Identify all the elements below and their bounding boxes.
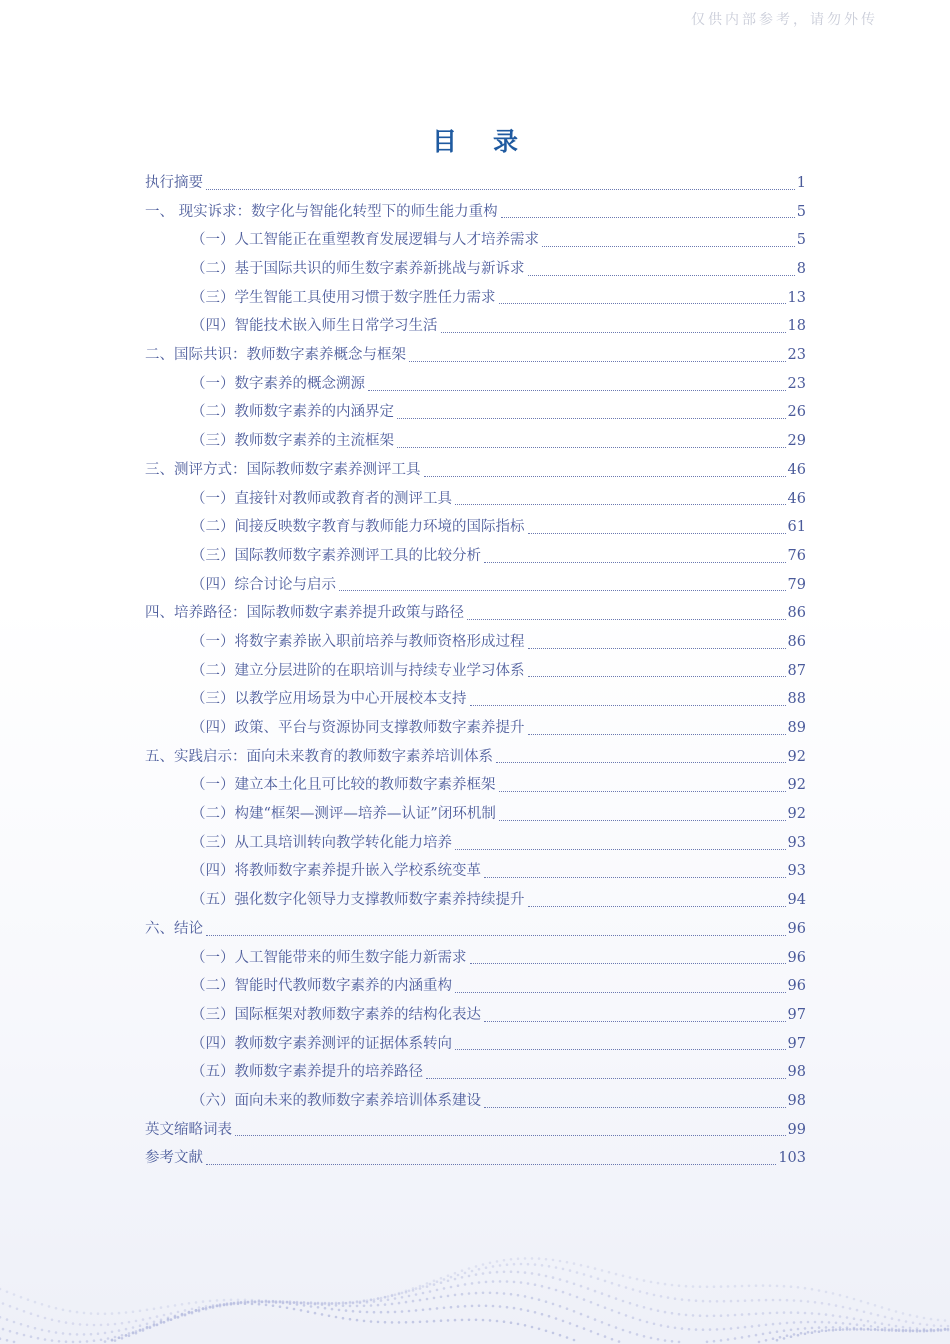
toc-entry[interactable] xyxy=(145,829,806,858)
toc-entry[interactable] xyxy=(145,714,806,743)
toc-entry-title: （一）建立本土化且可比较的教师数字素养框架 xyxy=(191,777,496,794)
toc-entry-title: （五）强化数字化领导力支撑教师数字素养持续提升 xyxy=(191,892,525,909)
toc-entry-title: （四）政策、平台与资源协同支撑教师数字素养提升 xyxy=(191,720,525,737)
toc-entry-page: 87 xyxy=(787,662,806,679)
toc-leader-dots xyxy=(484,1020,786,1022)
toc-leader-dots xyxy=(455,991,786,993)
toc-entry-page: 13 xyxy=(787,289,806,306)
toc-entry-page: 26 xyxy=(787,404,806,421)
toc-entry[interactable] xyxy=(145,255,806,284)
toc-leader-dots xyxy=(441,331,786,333)
toc-entry-page: 98 xyxy=(787,1092,806,1109)
toc-entry-title: （二）构建“框架—测评—培养—认证”闭环机制 xyxy=(191,806,496,823)
toc-entry-title: 一、 现实诉求：数字化与智能化转型下的师生能力重构 xyxy=(145,203,498,220)
toc-leader-dots xyxy=(424,475,786,477)
toc-entry-page: 1 xyxy=(796,174,806,191)
toc-entry[interactable] xyxy=(145,628,806,657)
toc-entry[interactable] xyxy=(145,571,806,600)
toc-leader-dots xyxy=(467,618,786,620)
toc-leader-dots xyxy=(499,302,786,304)
toc-entry-title: （二）建立分层进阶的在职培训与持续专业学习体系 xyxy=(191,662,525,679)
toc-entry[interactable] xyxy=(145,1087,806,1116)
toc-leader-dots xyxy=(528,905,786,907)
toc-entry-page: 98 xyxy=(787,1064,806,1081)
toc-entry-title: （一）直接针对教师或教育者的测评工具 xyxy=(191,490,452,507)
toc-leader-dots xyxy=(499,819,786,821)
toc-entry-page: 46 xyxy=(787,490,806,507)
toc-entry-page: 46 xyxy=(787,461,806,478)
toc-leader-dots xyxy=(206,934,786,936)
toc-entry[interactable] xyxy=(145,427,806,456)
toc-entry-title: （四）将教师数字素养提升嵌入学校系统变革 xyxy=(191,863,481,880)
toc-leader-dots xyxy=(484,1106,786,1108)
toc-entry[interactable] xyxy=(145,198,806,227)
toc-entry-title: （二）基于国际共识的师生数字素养新挑战与新诉求 xyxy=(191,261,525,278)
toc-entry[interactable] xyxy=(145,169,806,198)
toc-entry-page: 89 xyxy=(787,720,806,737)
toc-entry-page: 92 xyxy=(787,748,806,765)
toc-leader-dots xyxy=(499,790,786,792)
toc-leader-dots xyxy=(528,733,786,735)
toc-entry-title: （一）人工智能带来的师生数字能力新需求 xyxy=(191,949,467,966)
toc-entry[interactable] xyxy=(145,1030,806,1059)
toc-entry-title: （三）学生智能工具使用习惯于数字胜任力需求 xyxy=(191,289,496,306)
toc-leader-dots xyxy=(455,848,786,850)
toc-entry-page: 94 xyxy=(787,892,806,909)
toc-entry-title: （三）以教学应用场景为中心开展校本支持 xyxy=(191,691,467,708)
toc-entry[interactable] xyxy=(145,915,806,944)
toc-entry[interactable] xyxy=(145,1116,806,1145)
toc-entry-page: 103 xyxy=(778,1150,806,1167)
toc-entry-title: 参考文献 xyxy=(145,1150,203,1167)
toc-entry[interactable] xyxy=(145,858,806,887)
toc-entry-page: 96 xyxy=(787,949,806,966)
toc-entry[interactable] xyxy=(145,1144,806,1173)
toc-entry-title: 二、国际共识：教师数字素养概念与框架 xyxy=(145,347,406,364)
toc-entry-page: 86 xyxy=(787,633,806,650)
toc-entry[interactable] xyxy=(145,657,806,686)
toc-entry-title: （三）国际框架对教师数字素养的结构化表达 xyxy=(191,1006,481,1023)
toc-entry-title: 执行摘要 xyxy=(145,174,203,191)
toc-entry-page: 76 xyxy=(787,547,806,564)
toc-entry-title: （六）面向未来的教师数字素养培训体系建设 xyxy=(191,1092,481,1109)
toc-leader-dots xyxy=(470,962,786,964)
toc-leader-dots xyxy=(496,761,786,763)
toc-entry-page: 79 xyxy=(787,576,806,593)
toc-leader-dots xyxy=(409,360,786,362)
toc-entry-title: （四）智能技术嵌入师生日常学习生活 xyxy=(191,318,438,335)
toc-entry-page: 92 xyxy=(787,777,806,794)
toc-leader-dots xyxy=(206,188,795,190)
toc-entry-title: （一）数字素养的概念溯源 xyxy=(191,375,365,392)
toc-entry[interactable] xyxy=(145,513,806,542)
toc-entry[interactable] xyxy=(145,886,806,915)
toc-leader-dots xyxy=(484,561,786,563)
toc-entry-page: 88 xyxy=(787,691,806,708)
toc-entry-page: 99 xyxy=(787,1121,806,1138)
toc-entry-page: 8 xyxy=(796,261,806,278)
toc-entry-page: 86 xyxy=(787,605,806,622)
toc-entry[interactable] xyxy=(145,542,806,571)
toc-entry-page: 29 xyxy=(787,433,806,450)
toc-entry[interactable] xyxy=(145,341,806,370)
toc-entry[interactable] xyxy=(145,370,806,399)
toc-entry-title: 四、培养路径：国际教师数字素养提升政策与路径 xyxy=(145,605,464,622)
toc-leader-dots xyxy=(397,446,786,448)
toc-entry-page: 97 xyxy=(787,1035,806,1052)
toc-leader-dots xyxy=(339,589,786,591)
toc-leader-dots xyxy=(501,216,795,218)
toc-entry[interactable] xyxy=(145,456,806,485)
toc-entry-title: （二）教师数字素养的内涵界定 xyxy=(191,404,394,421)
toc-entry[interactable] xyxy=(145,944,806,973)
toc-leader-dots xyxy=(455,1048,786,1050)
table-of-contents xyxy=(145,169,806,1173)
toc-entry-title: （四）综合讨论与启示 xyxy=(191,576,336,593)
toc-entry-title: （三）国际教师数字素养测评工具的比较分析 xyxy=(191,547,481,564)
toc-leader-dots xyxy=(470,704,786,706)
toc-entry[interactable] xyxy=(145,485,806,514)
toc-entry-page: 97 xyxy=(787,1006,806,1023)
toc-entry-page: 61 xyxy=(787,519,806,536)
toc-entry-page: 23 xyxy=(787,375,806,392)
toc-entry-title: （一）人工智能正在重塑教育发展逻辑与人才培养需求 xyxy=(191,232,539,249)
toc-entry-title: （一）将数字素养嵌入职前培养与教师资格形成过程 xyxy=(191,633,525,650)
toc-entry[interactable] xyxy=(145,226,806,255)
toc-entry-title: （四）教师数字素养测评的证据体系转向 xyxy=(191,1035,452,1052)
toc-entry-title: （三）教师数字素养的主流框架 xyxy=(191,433,394,450)
toc-leader-dots xyxy=(528,532,786,534)
toc-entry[interactable] xyxy=(145,599,806,628)
toc-entry-page: 93 xyxy=(787,834,806,851)
toc-entry[interactable] xyxy=(145,972,806,1001)
toc-leader-dots xyxy=(206,1163,776,1165)
toc-entry[interactable] xyxy=(145,284,806,313)
toc-leader-dots xyxy=(528,647,786,649)
toc-entry[interactable] xyxy=(145,685,806,714)
toc-entry-page: 5 xyxy=(796,203,806,220)
toc-entry-title: 三、测评方式：国际教师数字素养测评工具 xyxy=(145,461,421,478)
toc-entry-title: （三）从工具培训转向教学转化能力培养 xyxy=(191,834,452,851)
toc-entry[interactable] xyxy=(145,800,806,829)
toc-entry-page: 96 xyxy=(787,920,806,937)
toc-entry-page: 93 xyxy=(787,863,806,880)
toc-leader-dots xyxy=(426,1077,786,1079)
toc-entry[interactable] xyxy=(145,771,806,800)
toc-entry-page: 23 xyxy=(787,347,806,364)
toc-leader-dots xyxy=(397,417,786,419)
toc-entry[interactable] xyxy=(145,743,806,772)
toc-entry-title: 六、结论 xyxy=(145,920,203,937)
toc-leader-dots xyxy=(368,389,786,391)
toc-leader-dots xyxy=(484,876,786,878)
toc-entry-title: （五）教师数字素养提升的培养路径 xyxy=(191,1064,423,1081)
toc-entry-page: 18 xyxy=(787,318,806,335)
watermark: 仅供内部参考，请勿外传 xyxy=(691,12,878,28)
toc-entry-title: 五、实践启示：面向未来教育的教师数字素养培训体系 xyxy=(145,748,493,765)
toc-entry[interactable] xyxy=(145,1058,806,1087)
toc-entry-page: 5 xyxy=(796,232,806,249)
toc-entry[interactable] xyxy=(145,312,806,341)
page-title: 目录 xyxy=(431,127,554,156)
toc-leader-dots xyxy=(528,274,795,276)
toc-entry-title: （二）智能时代教师数字素养的内涵重构 xyxy=(191,978,452,995)
toc-entry[interactable] xyxy=(145,399,806,428)
toc-leader-dots xyxy=(235,1134,786,1136)
decorative-dot-wave xyxy=(0,1194,950,1344)
toc-entry-page: 96 xyxy=(787,978,806,995)
toc-entry-page: 92 xyxy=(787,806,806,823)
toc-leader-dots xyxy=(528,675,786,677)
toc-entry-title: 英文缩略词表 xyxy=(145,1121,232,1138)
toc-leader-dots xyxy=(455,503,786,505)
toc-entry-title: （二）间接反映数字教育与教师能力环境的国际指标 xyxy=(191,519,525,536)
toc-leader-dots xyxy=(542,245,795,247)
toc-entry[interactable] xyxy=(145,1001,806,1030)
